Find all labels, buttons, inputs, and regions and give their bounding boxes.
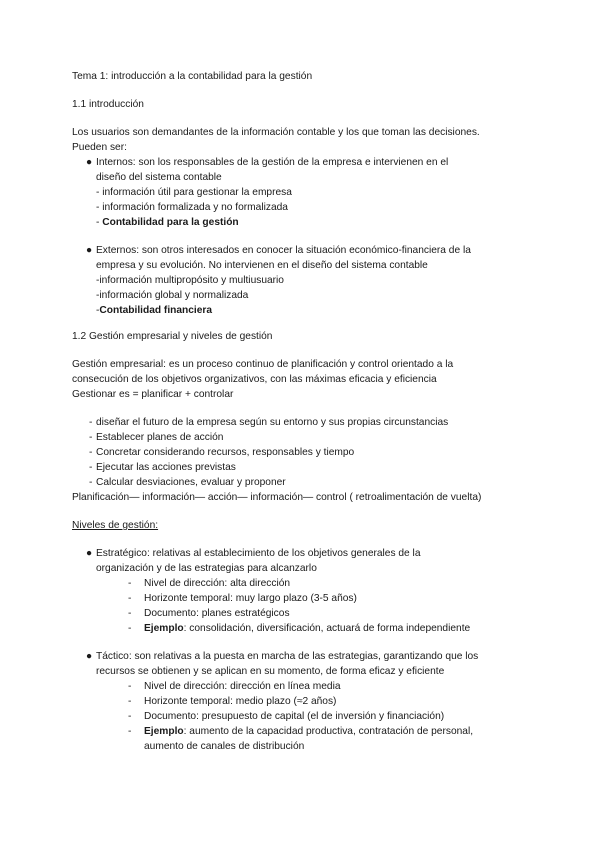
paragraph-line: Estratégico: relativas al establecimiento de los objetivos generales de la: [96, 548, 421, 559]
dash-icon: -: [128, 681, 132, 692]
bold-term: Contabilidad para la gestión: [102, 217, 239, 228]
section-heading-intro: 1.1 introducción: [72, 99, 144, 110]
list-item-externos: [72, 243, 532, 318]
dash-icon: -: [128, 711, 132, 722]
step-text: Establecer planes de acción: [96, 432, 224, 443]
dash-icon: -: [128, 623, 132, 634]
paragraph-line: -información global y normalizada: [96, 290, 249, 301]
bullet-icon: ●: [86, 245, 93, 256]
sub-item-text: aumento de canales de distribución: [144, 741, 305, 752]
list-item-tactico: [72, 649, 532, 679]
paragraph-line: organización y de las estrategias para alcanzarlo: [96, 563, 317, 574]
paragraph-line: Gestionar es = planificar + controlar: [72, 389, 234, 400]
prefix: -: [96, 305, 100, 316]
paragraph-line: [96, 303, 532, 318]
sub-list-item: [72, 679, 532, 694]
document-page: [72, 69, 532, 754]
paragraph-line: Los usuarios son demandantes de la información contable y los que toman las decisiones.: [72, 127, 480, 138]
dash-icon: -: [89, 477, 93, 488]
sub-item-text: Horizonte temporal: medio plazo (≈2 años): [144, 696, 337, 707]
dash-icon: -: [128, 726, 132, 737]
sub-list-item: [72, 591, 532, 606]
sub-list-item: [72, 724, 532, 754]
document-title: Tema 1: introducción a la contabilidad para la gestión: [72, 71, 313, 82]
sub-item-text: Documento: presupuesto de capital (el de inversión y financiación): [144, 711, 445, 722]
step-text: Concretar considerando recursos, responsables y tiempo: [96, 447, 355, 458]
prefix: -: [96, 217, 103, 228]
list-item-internos: [72, 155, 532, 230]
dash-icon: -: [128, 593, 132, 604]
dash-icon: -: [89, 417, 93, 428]
paragraph-line: Pueden ser:: [72, 142, 127, 153]
sub-list-item: [72, 576, 532, 591]
step-text: diseñar el futuro de la empresa según su entorno y sus propias circunstancias: [96, 417, 449, 428]
ejemplo-label: Ejemplo: [144, 623, 184, 634]
paragraph-line: -información multipropósito y multiusuario: [96, 275, 284, 286]
paragraph-line: - información formalizada y no formalizada: [96, 202, 288, 213]
list-item: [72, 475, 532, 490]
paragraph-line: recursos se obtienen y se aplican en su momento, de forma eficaz y eficiente: [96, 666, 445, 677]
dash-icon: -: [128, 608, 132, 619]
dash-icon: -: [128, 578, 132, 589]
bold-term: Contabilidad financiera: [99, 305, 213, 316]
ejemplo-text: : consolidación, diversificación, actuará de forma independiente: [183, 623, 471, 634]
paragraph-line: [96, 215, 532, 230]
paragraph-line: Gestión empresarial: es un proceso continuo de planificación y control orientado a la: [72, 359, 454, 370]
dash-icon: -: [128, 696, 132, 707]
dash-icon: -: [89, 447, 93, 458]
bullet-icon: ●: [86, 651, 93, 662]
sub-list-item: [72, 606, 532, 621]
sub-item-text: [144, 724, 532, 739]
paragraph-line: - información útil para gestionar la empresa: [96, 187, 292, 198]
paragraph-line: Externos: son otros interesados en conocer la situación económico-financiera de la: [96, 245, 471, 256]
ejemplo-label: Ejemplo: [144, 726, 184, 737]
list-item: [72, 415, 532, 430]
sub-list-item: [72, 709, 532, 724]
paragraph-line: diseño del sistema contable: [96, 172, 222, 183]
bullet-icon: ●: [86, 548, 93, 559]
sub-item-text: Nivel de dirección: dirección en línea media: [144, 681, 341, 692]
list-item: [72, 445, 532, 460]
ejemplo-text: : aumento de la capacidad productiva, contratación de personal,: [183, 726, 474, 737]
cycle-line: Planificación— información— acción— información— control ( retroalimentación de vuelta): [72, 492, 482, 503]
bullet-icon: ●: [86, 157, 93, 168]
paragraph-line: Internos: son los responsables de la gestión de la empresa e intervienen en el: [96, 157, 449, 168]
paragraph-line: consecución de los objetivos organizativos, con las máximas eficacia y eficiencia: [72, 374, 437, 385]
step-text: Ejecutar las acciones previstas: [96, 462, 236, 473]
sub-item-text: Nivel de dirección: alta dirección: [144, 578, 291, 589]
sub-list-item: [72, 621, 532, 636]
sub-item-text: Horizonte temporal: muy largo plazo (3-5 años): [144, 593, 357, 604]
dash-icon: -: [89, 432, 93, 443]
niveles-heading: Niveles de gestión:: [72, 520, 159, 531]
list-item-estrategico: [72, 546, 532, 576]
sub-item-text: Documento: planes estratégicos: [144, 608, 290, 619]
dash-icon: -: [89, 462, 93, 473]
paragraph-line: Táctico: son relativas a la puesta en marcha de las estrategias, garantizando que los: [96, 651, 479, 662]
sub-list-item: [72, 694, 532, 709]
paragraph-line: empresa y su evolución. No intervienen en el diseño del sistema contable: [96, 260, 428, 271]
list-item: [72, 460, 532, 475]
sub-item-text: [144, 621, 532, 636]
section-heading-gestion: 1.2 Gestión empresarial y niveles de gestión: [72, 331, 273, 342]
step-text: Calcular desviaciones, evaluar y proponer: [96, 477, 286, 488]
list-item: [72, 430, 532, 445]
